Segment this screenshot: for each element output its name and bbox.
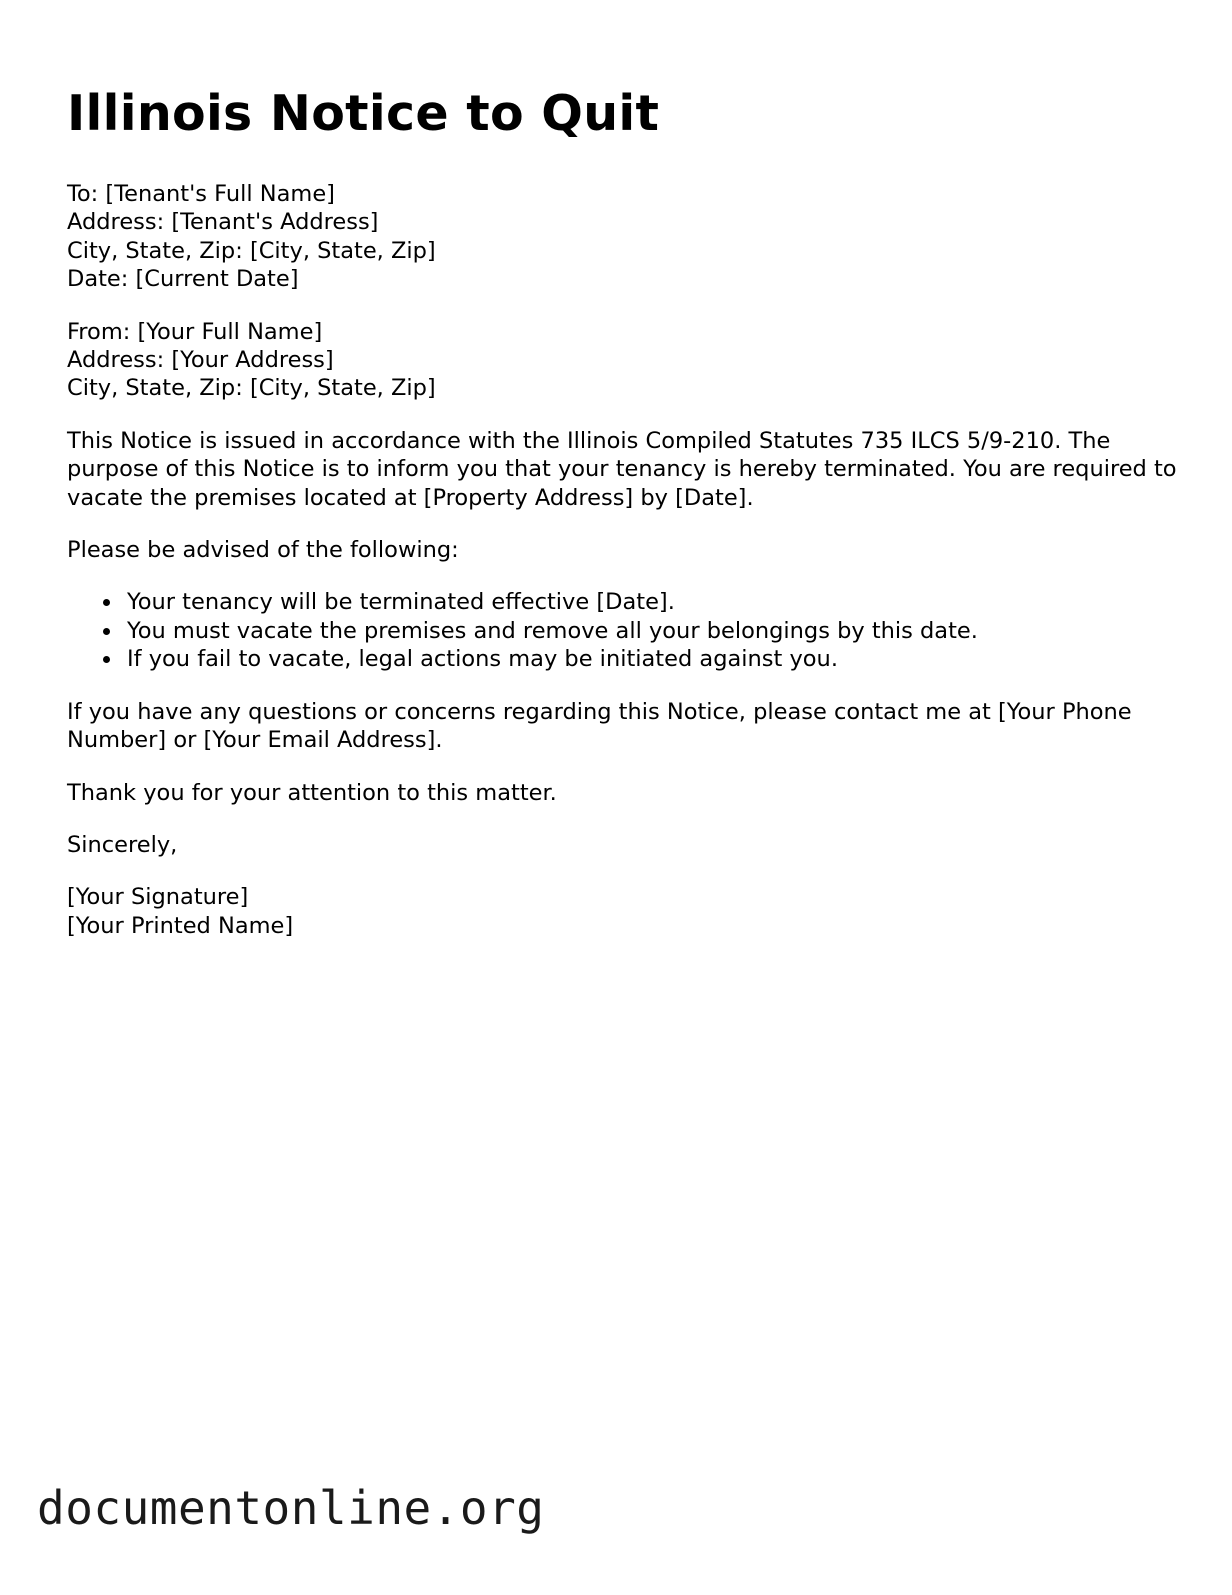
bullet-icon (103, 656, 110, 663)
page-title: Illinois Notice to Quit (67, 85, 660, 142)
sender-city-line: City, State, Zip: [City, State, Zip] (67, 375, 436, 402)
recipient-address-line: Address: [Tenant's Address] (67, 209, 379, 236)
signature-line: [Your Signature] (67, 884, 249, 911)
advised-heading: Please be advised of the following: (67, 537, 459, 564)
recipient-city-line: City, State, Zip: [City, State, Zip] (67, 237, 436, 264)
list-item-text: If you fail to vacate, legal actions may be initiated against you. (127, 646, 838, 673)
sender-block (67, 318, 1177, 403)
document-page (67, 86, 1177, 964)
list-item (127, 588, 1177, 616)
closing-line: Sincerely, (67, 831, 178, 858)
contact-paragraph: If you have any questions or concerns regarding this Notice, please contact me at [Your Phone Number] or [Your Email Address]. (67, 698, 1132, 754)
thanks-line: Thank you for your attention to this matter. (67, 779, 557, 806)
list-item-text: You must vacate the premises and remove all your belongings by this date. (127, 617, 978, 644)
recipient-name-line: To: [Tenant's Full Name] (67, 181, 335, 207)
advisory-list (67, 588, 1177, 673)
sender-name-line: From: [Your Full Name] (67, 318, 323, 345)
intro-paragraph: This Notice is issued in accordance with the Illinois Compiled Statutes 735 ILCS 5/9-210. The purpose of this Notice is to inform you that your tenancy is hereby terminated. You are required to vacate the premises located at [Property Address] by [Date]. (67, 427, 1177, 511)
site-watermark: documentonline.org (37, 1481, 545, 1535)
list-item-text: Your tenancy will be terminated effective [Date]. (127, 589, 675, 616)
recipient-block (67, 180, 1177, 294)
list-item (127, 645, 1177, 673)
notice-date-line: Date: [Current Date] (67, 266, 299, 293)
list-item (127, 617, 1177, 645)
bullet-icon (103, 628, 110, 635)
sender-address-line: Address: [Your Address] (67, 347, 334, 374)
printed-name-line: [Your Printed Name] (67, 912, 294, 939)
bullet-icon (103, 599, 110, 606)
signature-block (67, 883, 1177, 940)
